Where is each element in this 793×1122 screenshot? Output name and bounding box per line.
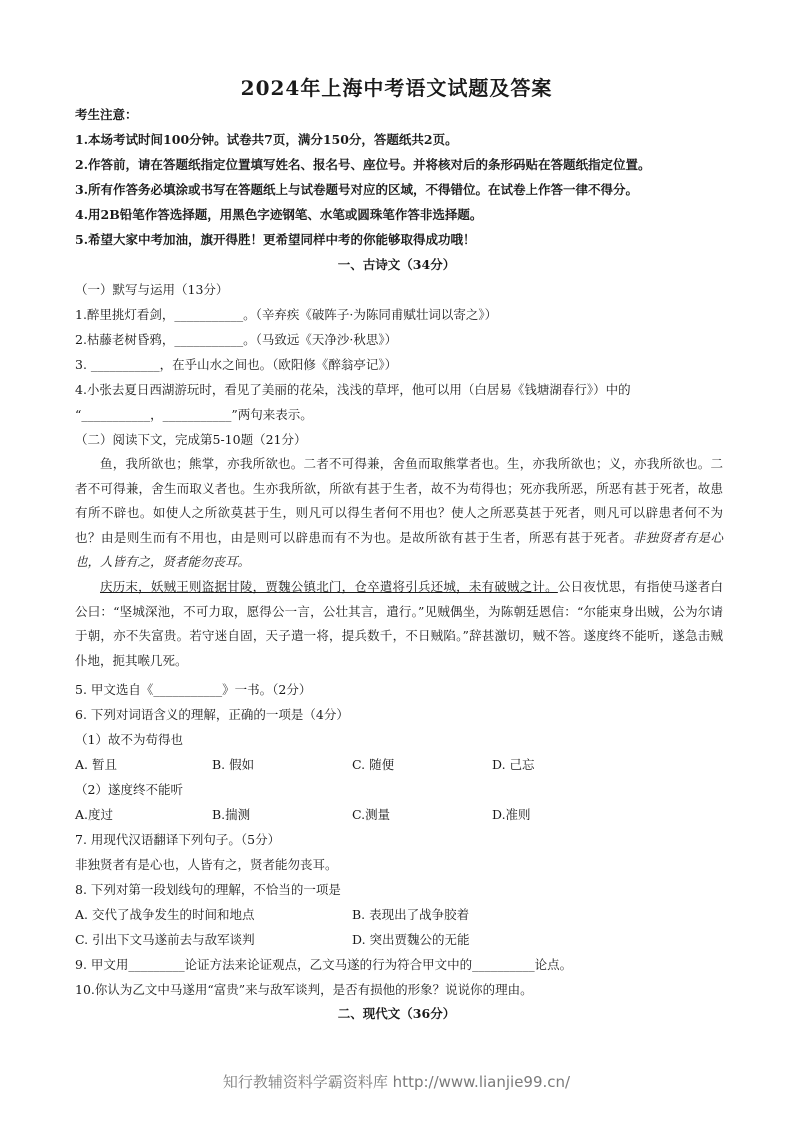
passage-a [75,452,723,575]
q6-sub2-option-a: A.度过 [75,807,114,822]
notice-item-1: 1.本场考试时间100分钟。试卷共7页，满分150分，答题纸共2页。 [75,132,458,147]
question-6-stem: 6. 下列对词语含义的理解，正确的一项是（4分） [75,707,349,722]
q8-option-b: B. 表现出了战争胶着 [352,907,470,922]
question-4-line2: “___________，___________”两句来表示。 [75,407,313,422]
footer-watermark: 知行教辅资料学霸资料库 http://www.lianjie99.cn/ [222,1073,571,1091]
question-10: 10.你认为乙文中马遂用“富贵”来与敌军谈判，是否有损他的形象？说说你的理由。 [75,982,533,997]
question-5: 5. 甲文选自《___________》一书。（2分） [75,682,312,697]
q6-sub1-option-a: A. 暂且 [75,757,117,772]
question-8-stem: 8. 下列对第一段划线句的理解，不恰当的一项是 [75,882,341,897]
page-title: 2024年上海中考语文试题及答案 [240,76,553,100]
question-7-sentence: 非独贤者有是心也，人皆有之，贤者能勿丧耳。 [75,857,338,872]
question-6-sub2: （2）遂度终不能听 [75,782,183,797]
notice-heading: 考生注意： [75,107,138,122]
question-2: 2.枯藤老树昏鸦，___________。（马致远《天净沙·秋思》） [75,332,398,347]
q8-option-c: C. 引出下文马遂前去与敌军谈判 [75,932,255,947]
q6-sub2-option-c: C.测量 [352,807,391,822]
passage-a-italic-sentence: 非独贤者有是心也，人皆有之，贤者能勿丧耳。 [75,529,723,570]
q8-option-a: A. 交代了战争发生的时间和地点 [75,907,255,922]
q8-option-d: D. 突出贾魏公的无能 [352,932,470,947]
question-9: 9. 甲文用_________论证方法来论证观点，乙文马遂的行为符合甲文中的__________论点。 [75,957,573,972]
question-4-line1: 4.小张去夏日西湖游玩时，看见了美丽的花朵，浅浅的草坪，他可以用（白居易《钱塘湖春行》）中的 [75,382,631,397]
question-6-sub1: （1）故不为苟得也 [75,732,183,747]
passage-b-text: 公日夜忧思，有指使马遂者白公曰：“坚城深池，不可力取，愿得公一言，公壮其言，遣行。”见贼偶坐，为陈朝廷恩信：“尔能束身出贼，公为尔请于朝，亦不失富贵。若守迷自固，天子遣一将，提兵数千，不日贼陷。”辞甚激切，贼不答。遂度终不能听，遂急击贼仆地，扼其喉几死。 [75,579,723,668]
question-1: 1.醉里挑灯看剑，___________。（辛弃疾《破阵子·为陈同甫赋壮词以寄之》） [75,307,498,322]
q6-sub1-option-d: D. 己忘 [492,757,535,772]
passage-b [75,575,723,673]
question-7-stem: 7. 用现代汉语翻译下列句子。（5分） [75,832,281,847]
q6-sub2-option-d: D.准则 [492,807,531,822]
passage-b-underlined-sentence: 庆历末，妖贼王则盗据甘陵，贾魏公镇北门，仓卒遣将引兵还城，未有破贼之计。 [100,579,558,594]
part1-heading: （一）默写与运用（13分） [75,282,229,297]
notice-item-3: 3.所有作答务必填涂或书写在答题纸上与试卷题号对应的区域，不得错位。在试卷上作答一律不得分。 [75,182,639,197]
q6-sub2-option-b: B.揣测 [212,807,251,822]
question-3: 3. ___________，在乎山水之间也。（欧阳修《醉翁亭记》） [75,357,398,372]
part2-heading: （二）阅读下文，完成第5-10题（21分） [75,432,307,447]
notice-item-4: 4.用2B铅笔作答选择题，用黑色字迹钢笔、水笔或圆珠笔作答非选择题。 [75,207,483,222]
section2-heading: 二、现代文（36分） [337,1006,456,1021]
q6-sub1-option-c: C. 随便 [352,757,395,772]
notice-item-2: 2.作答前，请在答题纸指定位置填写姓名、报名号、座位号。并将核对后的条形码贴在答题纸指定位置。 [75,157,651,172]
section1-heading: 一、古诗文（34分） [337,257,456,272]
notice-item-5: 5.希望大家中考加油，旗开得胜！更希望同样中考的你能够取得成功哦！ [75,232,476,247]
passage-a-text: 鱼，我所欲也；熊掌，亦我所欲也。二者不可得兼，舍鱼而取熊掌者也。生，亦我所欲也；义，亦我所欲也。二者不可得兼，舍生而取义者也。生亦我所欲，所欲有甚于生者，故不为苟得也；死亦我所恶，所恶有甚于死者，故患有所不辟也。如使人之所欲莫甚于生，则凡可以得生者何不用也？使人之所恶莫甚于死者，则凡可以辟患者何不为也？由是则生而有不用也，由是则可以辟患而有不为也。是故所欲有甚于生者，所恶有甚于死者。 [75,456,723,545]
q6-sub1-option-b: B. 假如 [212,757,255,772]
